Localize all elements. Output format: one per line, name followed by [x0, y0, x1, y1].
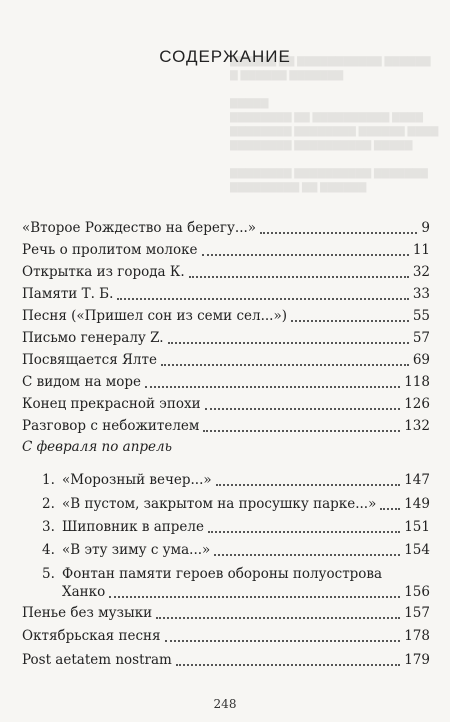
dot-leader	[202, 254, 409, 256]
toc-entry-title: «В пустом, закрытом на просушку парке...»	[62, 496, 377, 512]
toc-entry-title: Письмо генералу Z.	[22, 330, 164, 346]
toc-entry[interactable]	[22, 218, 430, 238]
toc-entry-title: «Второе Рождество на берегу...»	[22, 220, 257, 236]
toc-entry-title: «Морозный вечер...»	[62, 472, 212, 488]
bleed-through-shadow: ▇▇▇▇▇▇ ▇▇ ▇▇▇▇▇▇▇▇▇▇▇ ▇▇▇▇▇▇ ▇ ▇▇▇▇▇▇ ▇▇▇▇▇▇▇ ▇▇▇▇▇ ▇▇▇▇▇▇▇▇ ▇▇ ▇▇▇▇▇▇▇▇▇▇ ▇▇▇▇ ▇▇▇▇▇▇▇▇ ▇▇▇▇▇▇▇▇ ▇▇▇▇▇▇ ▇▇▇▇ ▇▇▇▇▇▇▇▇ ▇▇▇▇▇▇▇▇▇▇ ▇▇▇▇▇ ▇▇▇▇▇▇▇▇ ▇▇▇▇▇▇▇▇▇▇ ▇▇▇▇▇▇▇ ▇▇▇▇▇▇▇▇▇ ▇▇ ▇▇▇▇▇▇	[230, 56, 439, 193]
subentry-number: 1.	[42, 472, 55, 488]
dot-leader	[161, 364, 409, 366]
subentry-number: 4.	[42, 542, 55, 558]
toc-subentry[interactable]	[62, 582, 430, 602]
toc-entry-title: Посвящается Ялте	[22, 352, 157, 368]
toc-subentry[interactable]	[42, 517, 430, 537]
toc-entry[interactable]	[22, 306, 430, 326]
toc-entry-title: Песня («Пришел сон из семи сел...»)	[22, 308, 287, 324]
dot-leader	[176, 664, 400, 666]
toc-entry-page: 154	[404, 542, 430, 558]
dot-leader	[109, 596, 400, 598]
toc-entry-title: Открытка из города К.	[22, 264, 185, 280]
dot-leader	[291, 320, 409, 322]
toc-entry-page: 178	[404, 628, 430, 644]
toc-subentry[interactable]	[42, 470, 430, 490]
toc-subentry[interactable]	[42, 494, 430, 514]
dot-leader	[165, 640, 401, 642]
dot-leader	[380, 508, 400, 510]
toc-entry-page: 32	[412, 264, 430, 280]
toc-entry[interactable]	[22, 328, 430, 348]
toc-entry-page: 179	[404, 652, 430, 668]
toc-subentry-title-line1[interactable]	[42, 564, 382, 584]
toc-entry-page: 11	[412, 242, 430, 258]
toc-entry[interactable]	[22, 626, 430, 646]
toc-entry-page: 33	[412, 286, 430, 302]
toc-entry-page: 69	[412, 352, 430, 368]
toc-entry-page: 149	[404, 496, 430, 512]
toc-entry[interactable]	[22, 650, 430, 670]
dot-leader	[260, 232, 417, 234]
toc-entry-title: Конец прекрасной эпохи	[22, 396, 201, 412]
page-number: 248	[213, 697, 237, 711]
toc-entry-page: 57	[412, 330, 430, 346]
dot-leader	[117, 298, 408, 300]
dot-leader	[214, 554, 400, 556]
toc-entry[interactable]	[22, 284, 430, 304]
toc-entry-title-continued: Ханко	[62, 584, 106, 600]
toc-entry-page: 157	[404, 605, 430, 621]
page-title: СОДЕРЖАНИЕ	[159, 47, 291, 66]
toc-entry[interactable]	[22, 603, 430, 623]
toc-entry-page: 147	[404, 472, 430, 488]
dot-leader	[168, 342, 409, 344]
toc-entry-title: Фонтан памяти героев обороны полуострова	[62, 566, 383, 582]
dot-leader	[189, 276, 409, 278]
toc-entry-title: Шиповник в апреле	[62, 519, 204, 535]
subentry-number: 3.	[42, 519, 55, 535]
subentry-number: 2.	[42, 496, 55, 512]
toc-entry[interactable]	[22, 350, 430, 370]
toc-entry[interactable]	[22, 262, 430, 282]
toc-entry-page: 151	[404, 519, 430, 535]
subentry-number: 5.	[42, 566, 55, 582]
dot-leader	[216, 484, 401, 486]
toc-entry[interactable]	[22, 240, 430, 260]
toc-entry-title: Памяти Т. Б.	[22, 286, 114, 302]
toc-entry-title: Разговор с небожителем	[22, 418, 200, 434]
toc-entry-title: С видом на море	[22, 374, 142, 390]
toc-entry-page: 118	[404, 374, 430, 390]
section-heading: С февраля по апрель	[22, 439, 172, 455]
dot-leader	[205, 408, 401, 410]
dot-leader	[156, 617, 400, 619]
toc-subentry[interactable]	[42, 540, 430, 560]
toc-entry-title: Октябрьская песня	[22, 628, 161, 644]
toc-entry-page: 55	[412, 308, 430, 324]
toc-entry-page: 132	[404, 418, 430, 434]
toc-entry[interactable]	[22, 394, 430, 414]
dot-leader	[203, 430, 400, 432]
toc-entry[interactable]	[22, 416, 430, 436]
toc-entry-title: «В эту зиму с ума...»	[62, 542, 211, 558]
toc-entry-title: Пенье без музыки	[22, 605, 153, 621]
toc-entry-title: Речь о пролитом молоке	[22, 242, 198, 258]
dot-leader	[145, 386, 400, 388]
toc-entry-page: 156	[404, 584, 430, 600]
toc-entry-title: Post aetatem nostram	[22, 652, 172, 668]
toc-entry-page: 126	[404, 396, 430, 412]
toc-entry-page: 9	[421, 220, 430, 236]
toc-entry[interactable]	[22, 372, 430, 392]
dot-leader	[208, 531, 400, 533]
